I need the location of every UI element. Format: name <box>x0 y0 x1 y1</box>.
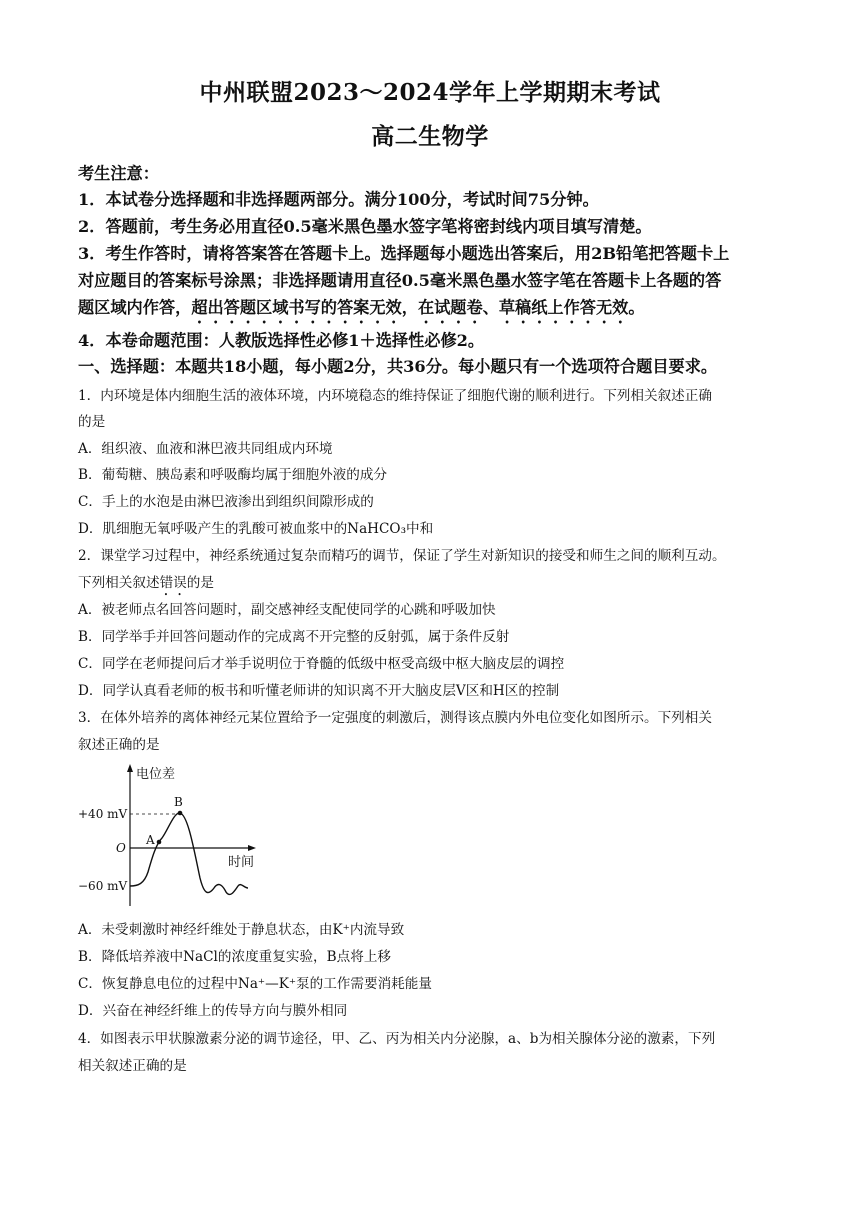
tick-origin: O <box>116 841 126 855</box>
option-d: D．肌细胞无氧呼吸产生的乳酸可被血浆中的NaHCO₃中和 <box>78 521 434 537</box>
option-c: C．恢复静息电位的过程中Na⁺—K⁺泵的工作需要消耗能量 <box>78 976 432 992</box>
option-b: B．降低培养液中NaCl的浓度重复实验，B点将上移 <box>78 949 392 965</box>
question-stem: 2．课堂学习过程中，神经系统通过复杂而精巧的调节，保证了学生对新知识的接受和师生之间的顺利互动。 <box>78 548 726 564</box>
note-3-line-3: 题区域内作答，超出答题区域书写的答案无效，在试题卷、草稿纸上作答无效。 <box>78 298 645 317</box>
point-b-marker <box>178 811 183 816</box>
y-axis-arrow <box>127 764 133 772</box>
option-a: A．被老师点名回答问题时，副交感神经支配使同学的心跳和呼吸加快 <box>78 602 496 618</box>
tick-minus60: −60 mV <box>78 879 128 893</box>
option-d: D．同学认真看老师的板书和听懂老师讲的知识离不开大脑皮层V区和H区的控制 <box>78 683 560 699</box>
tick-plus40: +40 mV <box>78 807 128 821</box>
section-heading: 一、选择题：本题共18小题，每小题2分，共36分。每小题只有一个选项符合题目要求。 <box>78 357 718 376</box>
exam-title: 中州联盟2023～2024学年上学期期末考试 <box>199 79 661 106</box>
question-stem: 下列相关叙述错误的是 <box>78 575 214 591</box>
note-2: 2．答题前，考生务必用直径0.5毫米黑色墨水签字笔将密封线内项目填写清楚。 <box>78 217 652 236</box>
option-a: A．未受刺激时神经纤维处于静息状态，由K⁺内流导致 <box>78 922 405 938</box>
question-stem: 的是 <box>78 414 106 430</box>
exam-subject: 高二生物学 <box>371 123 489 150</box>
question-stem: 4．如图表示甲状腺激素分泌的调节途径，甲、乙、丙为相关内分泌腺，a、b为相关腺体分泌的激素，下列 <box>78 1031 716 1047</box>
point-b-label: B <box>174 795 183 809</box>
option-c: C．同学在老师提问后才举手说明位于脊髓的低级中枢受高级中枢大脑皮层的调控 <box>78 656 565 672</box>
note-3-line-2: 对应题目的答案标号涂黑；非选择题请用直径0.5毫米黑色墨水签字笔在答题卡上各题的答 <box>78 271 722 290</box>
point-a-marker <box>157 840 162 845</box>
question-stem: 1．内环境是体内细胞生活的液体环境，内环境稳态的维持保证了细胞代谢的顺利进行。下列相关叙述正确 <box>78 388 712 404</box>
point-a-label: A <box>146 833 155 847</box>
emphasis-wrong: 错误 <box>159 575 187 591</box>
emphasis-invalid-area: 超出答题区域书写的答案无效 <box>191 298 402 317</box>
note-4: 4．本卷命题范围：人教版选择性必修1＋选择性必修2。 <box>78 331 485 350</box>
option-a: A．组织液、血液和淋巴液共同组成内环境 <box>78 441 333 457</box>
option-c: C．手上的水泡是由淋巴液渗出到组织间隙形成的 <box>78 494 374 510</box>
potential-curve <box>130 813 248 895</box>
option-b: B．葡萄糖、胰岛素和呼吸酶均属于细胞外液的成分 <box>78 467 388 483</box>
option-b: B．同学举手并回答问题动作的完成离不开完整的反射弧，属于条件反射 <box>78 629 510 645</box>
emphasis-invalid-draft: 在试题卷、草稿纸上作答无效 <box>417 298 629 317</box>
question-stem: 相关叙述正确的是 <box>78 1058 187 1074</box>
notes-heading: 考生注意： <box>78 164 159 183</box>
x-axis-title: 时间 <box>228 855 255 870</box>
membrane-potential-figure <box>78 760 288 910</box>
question-stem: 叙述正确的是 <box>78 737 160 753</box>
note-1: 1．本试卷分选择题和非选择题两部分。满分100分，考试时间75分钟。 <box>78 190 599 209</box>
question-stem: 3．在体外培养的离体神经元某位置给予一定强度的刺激后，测得该点膜内外电位变化如图所示。下列相关 <box>78 710 712 726</box>
note-3-line-1: 3．考生作答时，请将答案答在答题卡上。选择题每小题选出答案后，用2B铅笔把答题卡上 <box>78 244 730 263</box>
x-axis-arrow <box>248 845 256 851</box>
option-d: D．兴奋在神经纤维上的传导方向与膜外相同 <box>78 1003 348 1019</box>
y-axis-title: 电位差 <box>136 767 176 782</box>
